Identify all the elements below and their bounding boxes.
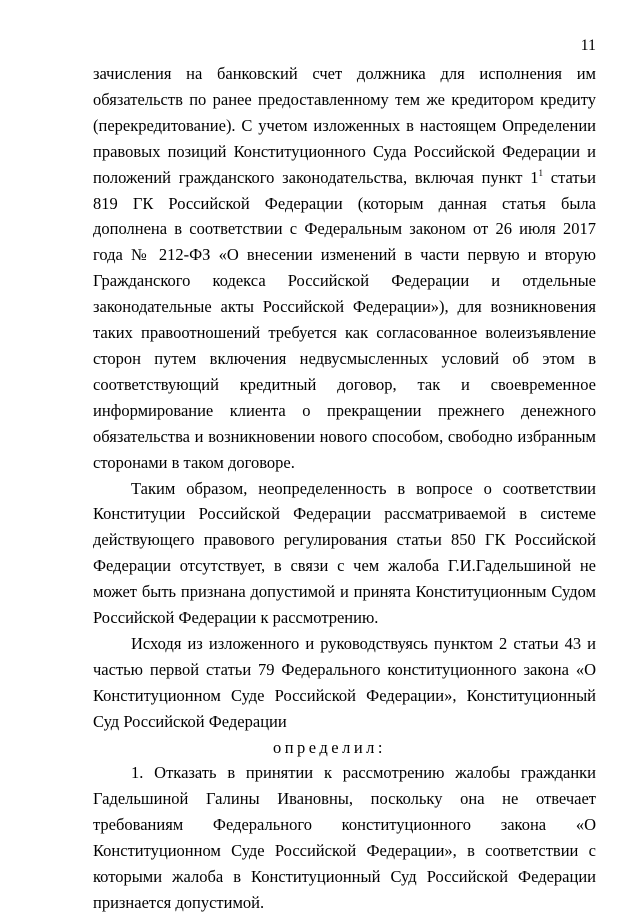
paragraph-text: статьи 819 ГК Российской Федерации (которым данная статья была дополнена в соответствии с Федеральным законом от 26 июля 2017 года № 212-ФЗ «О внесении изменений в части первую и вторую Гражданского кодекса Российской Федерации и отдельные законодательные акты Российской Федерации»), для возникновения таких правоотношений требуется как согласованное волеизъявление сторон путем включения недвусмысленных условий об этом в соответствующий кредитный договор, так и своевременное информирование клиента о прекращении прежнего денежного обязательства и возникновении нового способом, свободно избранным сторонами в таком договоре. xyxy=(93,167,596,472)
paragraph-text: зачисления на банковский счет должника для исполнения им обязательств по ранее предоставленному тем же кредитором кредиту (перекредитование). С учетом изложенных в настоящем Определении правовых позиций Конституционного Суда Российской Федерации и положений гражданского законодательства, включая пункт 1 xyxy=(93,64,596,187)
paragraph-continuation xyxy=(93,61,596,476)
page-number: 11 xyxy=(580,37,596,54)
paragraph-decision-item-1: 1. Отказать в принятии к рассмотрению жалобы гражданки Гадельшиной Галины Ивановны, поскольку она не отвечает требованиям Федерального конституционного закона «О Конституционном Суде Российской Федерации», в соответствии с которыми жалоба в Конституционный Суд Российской Федерации признается допустимой. xyxy=(93,763,596,912)
paragraph-conclusion: Таким образом, неопределенность в вопросе о соответствии Конституции Российской Федерации рассматриваемой в системе действующего правового регулирования статьи 850 ГК Российской Федерации отсутствует, в связи с чем жалоба Г.И.Гадельшиной не может быть признана допустимой и принята Конституционным Судом Российской Федерации к рассмотрению. xyxy=(93,478,596,628)
document-body xyxy=(93,61,596,916)
superscript-index: 1 xyxy=(538,167,544,178)
paragraph-legal-basis: Исходя из изложенного и руководствуясь пунктом 2 статьи 43 и частью первой статьи 79 Федерального конституционного закона «О Конституционном Суде Российской Федерации», Конституционный Суд Российской Федерации xyxy=(93,633,596,731)
resolution-heading: определил: xyxy=(272,737,387,757)
